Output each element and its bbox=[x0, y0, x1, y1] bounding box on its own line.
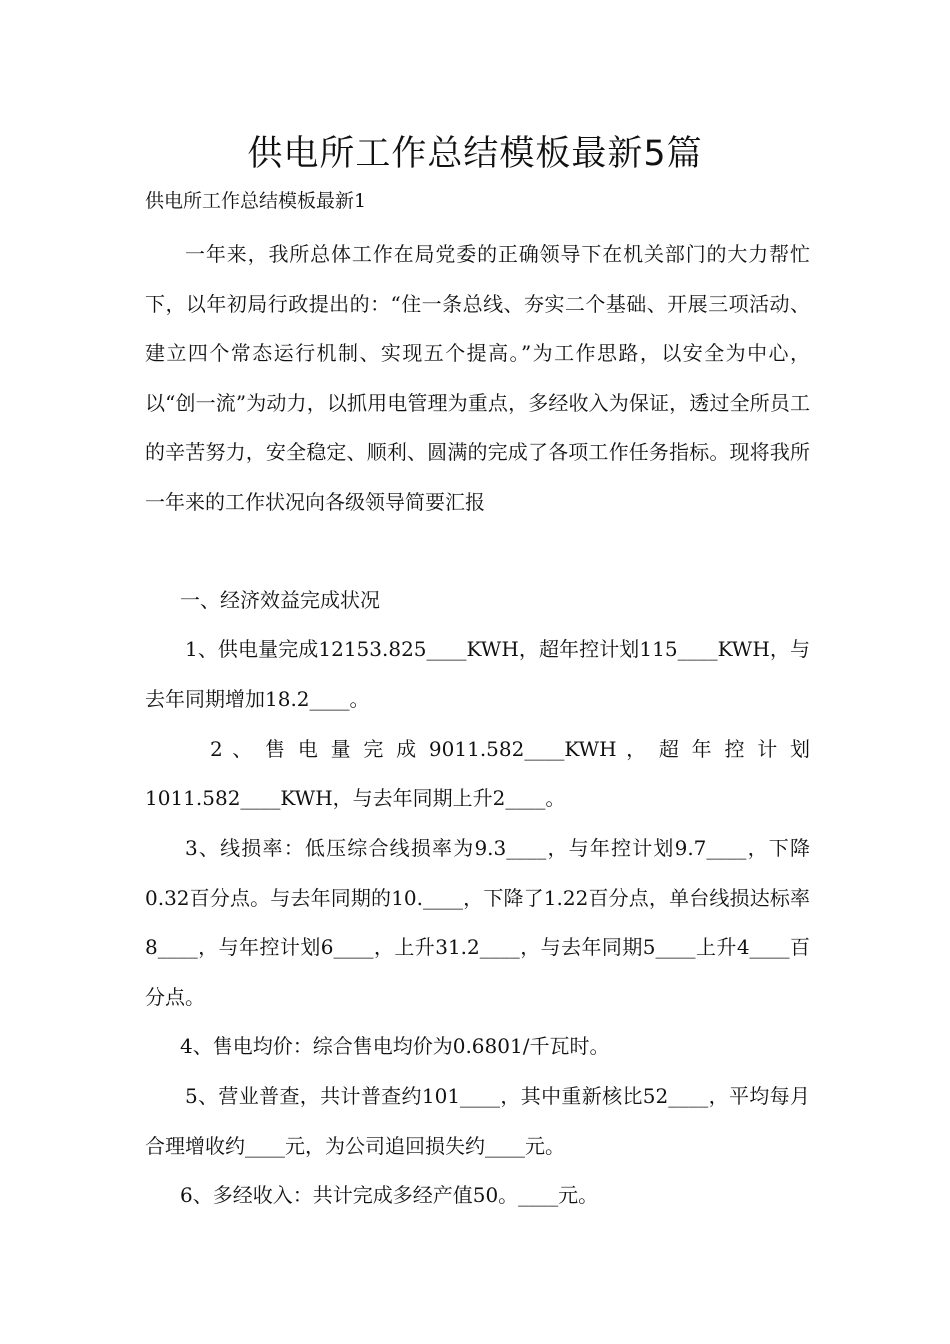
document-subtitle: 供电所工作总结模板最新1 bbox=[145, 190, 367, 212]
item-6-paragraph: 6、多经收入：共计完成多经产值50。____元。 bbox=[180, 1183, 599, 1207]
item-1-paragraph: 1、供电量完成12153.825____KWH，超年控计划115____KWH，与去年同期增加18.2____。 bbox=[145, 637, 810, 711]
item-2-line-2: 1011.582____KWH，与去年同期上升2____。 bbox=[145, 786, 566, 810]
item-2-line-1: 2 、 售 电 量 完 成 9011.582____KWH ， 超 年 控 计 划 bbox=[210, 737, 810, 761]
document-title: 供电所工作总结模板最新5篇 bbox=[247, 134, 703, 174]
item-3-paragraph: 3、线损率：低压综合线损率为9.3____，与年控计划9.7____，下降0.32百分点。与去年同期的10.____，下降了1.22百分点，单台线损达标率8____，与年控计划6____，上升31.2____，与去年同期5____上升4____百分点。 bbox=[145, 836, 810, 1009]
item-5-paragraph: 5、营业普查，共计普查约101____，其中重新核比52____，平均每月合理增收约____元，为公司追回损失约____元。 bbox=[145, 1084, 810, 1158]
section-heading: 一、经济效益完成状况 bbox=[180, 588, 380, 612]
intro-paragraph: 一年来，我所总体工作在局党委的正确领导下在机关部门的大力帮忙下，以年初局行政提出的：“住一条总线、夯实二个基础、开展三项活动、建立四个常态运行机制、实现五个提高。”为工作思路，以安全为中心，以“创一流”为动力，以抓用电管理为重点，多经收入为保证，透过全所员工的辛苦努力，安全稳定、顺利、圆满的完成了各项工作任务指标。现将我所一年来的工作状况向各级领导简要汇报 bbox=[145, 242, 810, 514]
item-4-paragraph: 4、售电均价：综合售电均价为0.6801/千瓦时。 bbox=[180, 1034, 610, 1058]
